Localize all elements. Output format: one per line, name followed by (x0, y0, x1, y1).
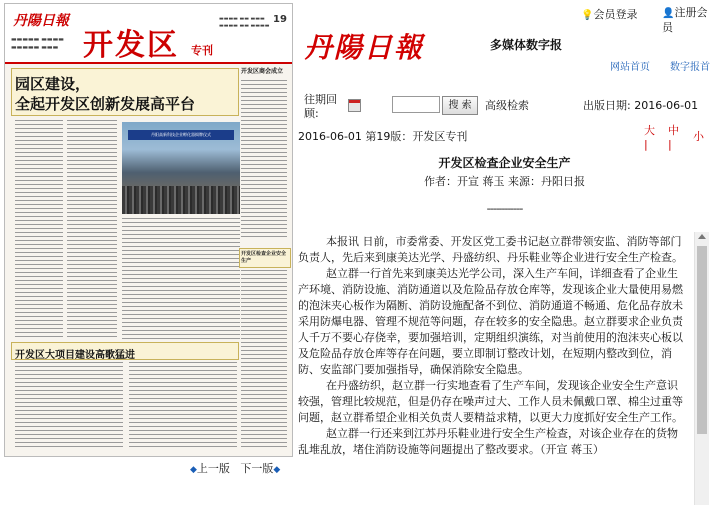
thumbnail-text-column (241, 270, 287, 450)
thumbnail-text-column (67, 120, 117, 340)
page-thumbnail[interactable] (4, 3, 293, 457)
site-subtitle: 多媒体数字报 (490, 38, 563, 52)
page-pager (190, 460, 280, 476)
article-meta: 作者：开宣 蒋玉 来源：丹阳日报 (424, 175, 585, 188)
thumbnail-text-column (129, 362, 237, 450)
user-icon: 👤 (662, 8, 675, 19)
thumbnail-side-head: 开发区商会成立 (241, 68, 284, 75)
next-page-link[interactable]: 下一版 (240, 462, 274, 475)
font-medium-button[interactable]: 中 | (668, 124, 679, 151)
thumbnail-mid-head: 开发区检查企业安全生产 (241, 251, 287, 264)
thumbnail-text-column (122, 218, 240, 340)
article-paragraph: 赵立群一行首先来到康美达光学公司，深入生产车间，详细查看了企业生产环境、消防设施、消防通道以及危险品存放仓库等，发现该企业大量使用易燃的泡沫夹心板作为隔断、消防设施配备不到位、消防通道不畅通、危化品存放未采用防爆电器、管理不规范等问题，存在较多的安全隐患。赵立群要求企业负责人千万不要心存侥幸，要加强培训，定期组织演练，对当前使用的泡沫夹心板以及危险品存放仓库等存在问题，要立即制订整改计划，在短期内整改到位，消防、安监部门要加强指导，确保消除安全隐患。 (298, 267, 683, 376)
thumbnail-logo: 丹陽日報 (13, 13, 69, 29)
article (296, 150, 713, 505)
thumbnail-bottom-head: 开发区大项目建设高歌猛进 (15, 350, 135, 361)
site-logo[interactable]: 丹陽日報 (304, 31, 425, 64)
prev-arrow-icon: ◆ (190, 465, 197, 475)
article-paragraph: 赵立群一行还来到江苏丹乐鞋业进行安全生产检查，对该企业存在的货物乱堆乱放，堵住消防设施等问题提出了整改要求。（开宣 蒋玉） (298, 427, 678, 456)
font-large-button[interactable]: 大 | (644, 124, 655, 151)
thumbnail-text-column (15, 120, 63, 340)
member-login-link[interactable]: 💡会员登录 (581, 8, 638, 21)
scrollbar-thumb[interactable] (697, 246, 707, 434)
article-paragraph: 在丹盛纺织，赵立群一行实地查看了生产车间，发现该企业安全生产意识较强，管理比较规范，但是仍存在噪声过大、工作人员未佩戴口罩、棉尘过重等问题，赵立群希望企业相关负责人要精益求精，以更大力度抓好安全生产工作。 (298, 379, 683, 424)
edition-label: 2016-06-01 第19版：开发区专刊 (298, 130, 468, 143)
thumbnail-masthead (5, 4, 292, 64)
thumbnail-section-sub: 专刊 (191, 44, 213, 57)
thumbnail-photo (122, 122, 240, 214)
photo-banner: 丹阳高新科技企业孵化器揭牌仪式 (128, 130, 234, 140)
thumbnail-slogan: ▬▬▬▬▬ ▬▬▬▬ ▬▬▬▬▬ ▬▬▬ (11, 36, 64, 51)
nav-digital-link[interactable]: 数字报首 (670, 62, 710, 73)
lightbulb-icon: 💡 (581, 10, 594, 21)
article-scrollbar[interactable] (694, 232, 709, 505)
thumbnail-headline: 园区建设， 全起开发区创新发展高平台 (15, 75, 196, 113)
thumbnail-info: ▬▬▬▬ ▬▬ ▬▬▬ ▬▬▬▬ ▬▬ ▬▬▬▬ (219, 16, 270, 29)
search-input[interactable] (392, 96, 440, 113)
scroll-up-icon[interactable] (698, 234, 706, 239)
member-register-link[interactable]: 👤注册会员 (662, 6, 708, 34)
next-arrow-icon: ◆ (273, 465, 281, 475)
thumbnail-page-number: 19 (273, 14, 287, 25)
pub-date: 出版日期: 2016-06-01 (583, 99, 699, 112)
article-separator: ------------ (486, 202, 523, 215)
prev-page-link[interactable]: 上一版 (196, 462, 230, 475)
nav-home-link[interactable]: 网站首页 (610, 62, 650, 73)
search-button[interactable]: 搜 索 (442, 96, 478, 115)
photo-crowd (122, 186, 240, 214)
thumbnail-text-column (241, 80, 287, 240)
site-header (296, 0, 713, 86)
article-paragraph: 本报讯 日前，市委常委、开发区党工委书记赵立群带领安监、消防等部门负责人，先后来到康美达光学、丹盛纺织、丹乐鞋业等企业进行安全生产检查。 (298, 235, 683, 264)
article-body (298, 234, 684, 458)
thumbnail-section-title: 开发区 (83, 28, 179, 63)
font-small-button[interactable]: 小 (693, 130, 704, 143)
search-bar (296, 91, 713, 125)
past-issues-label: 往期回顾: (304, 93, 337, 120)
advanced-search-link[interactable]: 高级检索 (485, 99, 529, 112)
article-title: 开发区检查企业安全生产 (438, 156, 571, 170)
calendar-icon[interactable] (348, 99, 361, 112)
thumbnail-text-column (15, 362, 123, 450)
